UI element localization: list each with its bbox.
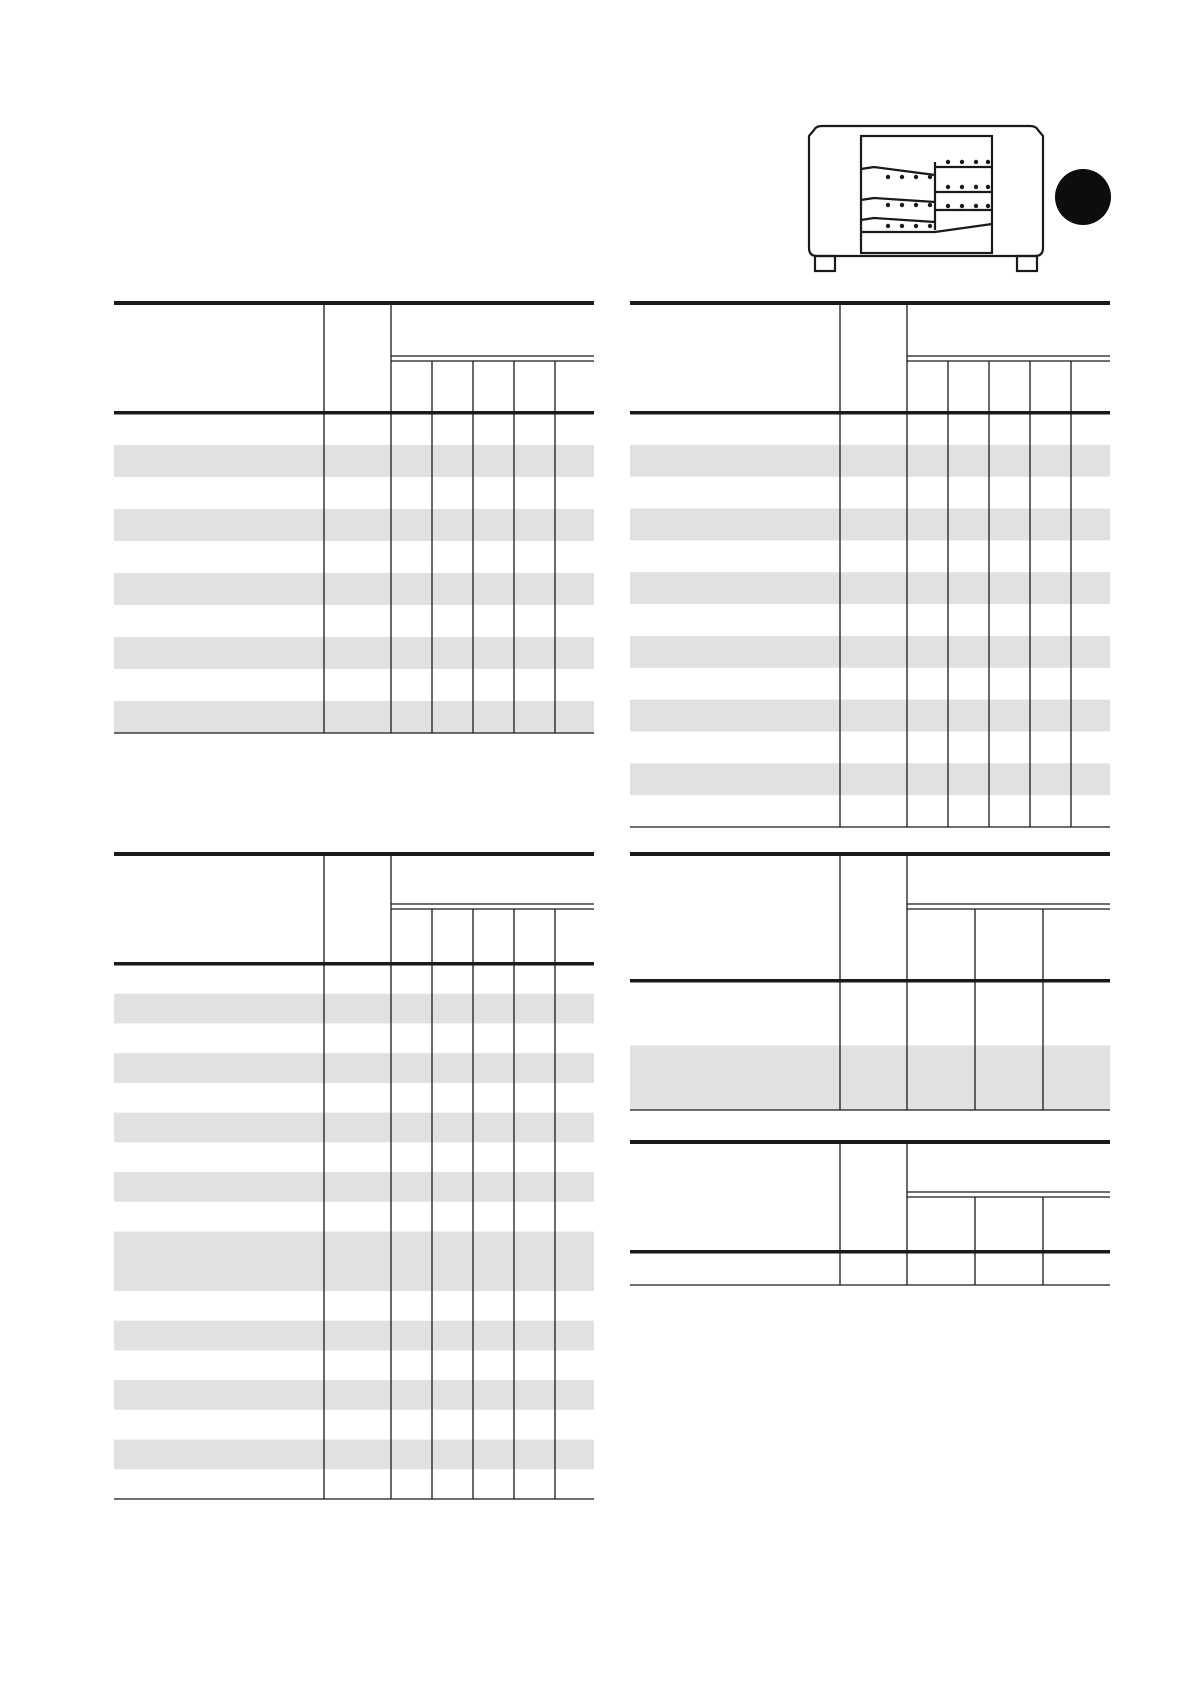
top-rule [630,1140,1110,1144]
header-rule [630,1250,1110,1254]
